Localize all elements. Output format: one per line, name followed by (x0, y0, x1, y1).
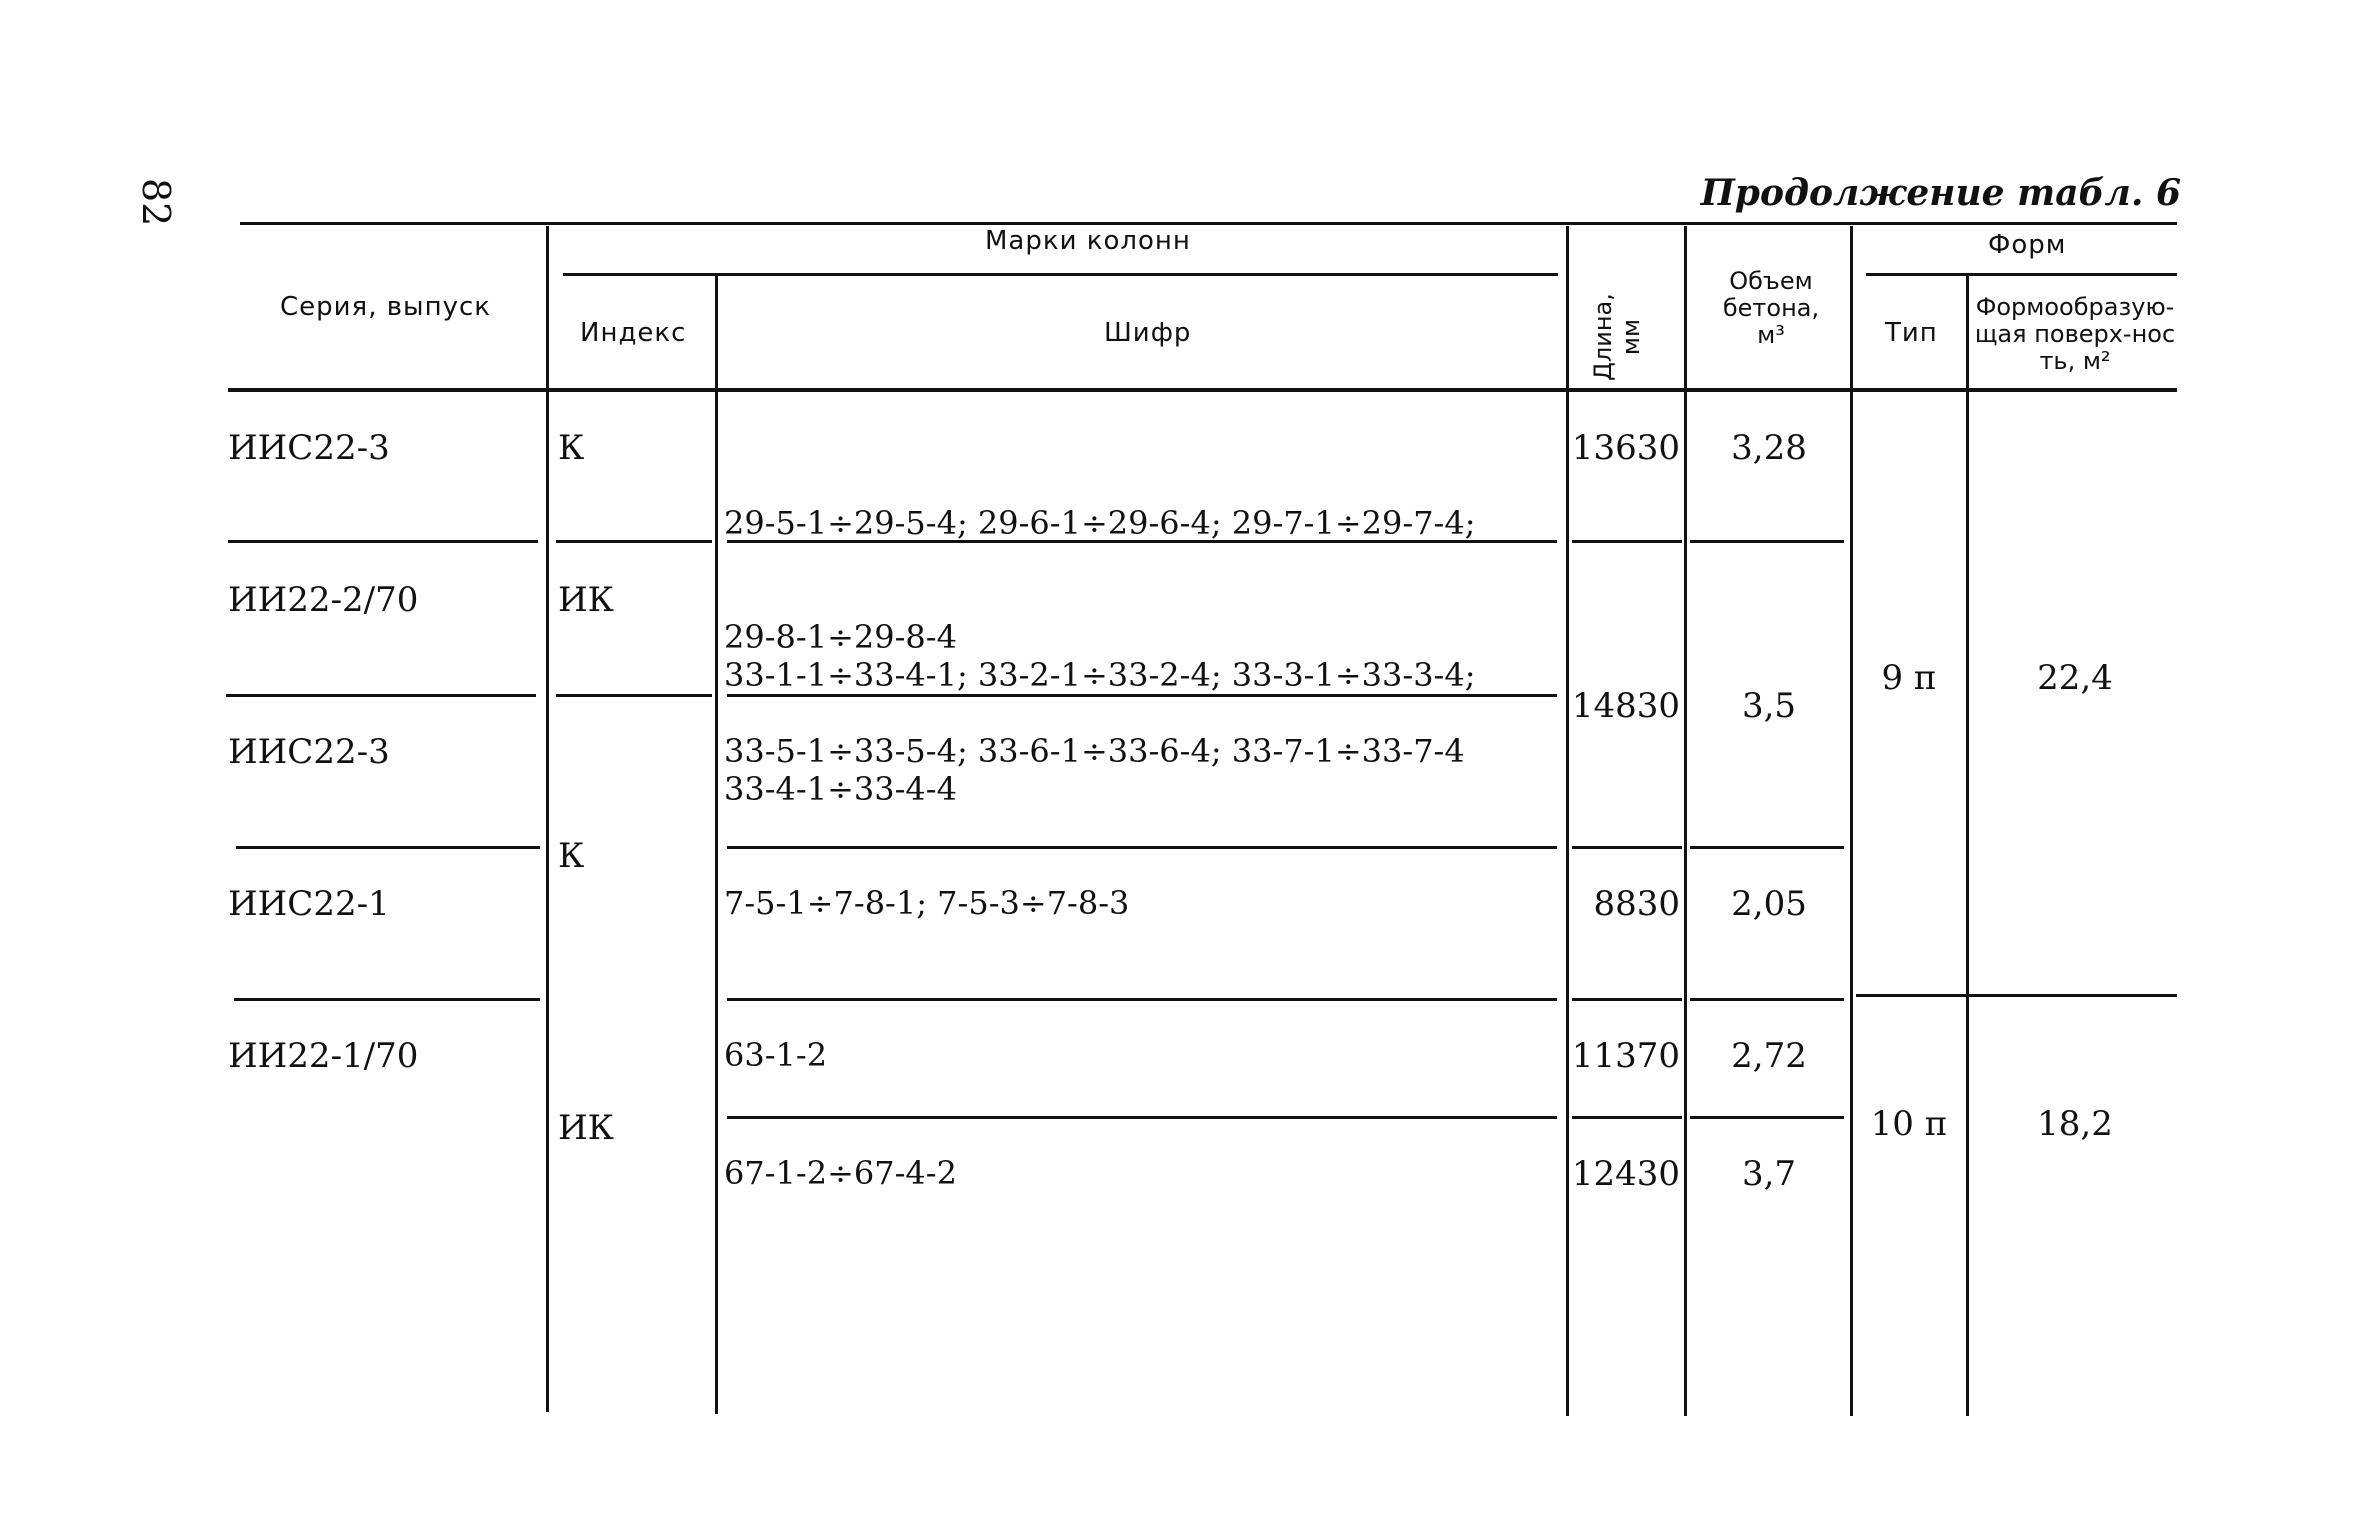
row-rule-3 (1572, 846, 1682, 849)
index-cell: ИК (558, 580, 614, 620)
cipher-cell: 63-1-2 (724, 1036, 828, 1074)
series-cell: ИИ22-1/70 (228, 1036, 419, 1076)
header-index: Индекс (580, 318, 687, 348)
series-cell: ИИС22-3 (228, 428, 390, 468)
row-rule-4 (1572, 998, 1682, 1001)
cipher-cell (724, 580, 1476, 846)
series-cell: ИИ22-2/70 (228, 580, 419, 620)
length-cell: 8830 (1593, 884, 1680, 924)
header-type: Тип (1885, 318, 1938, 348)
cipher-line: 29-5-1÷29-5-4; 29-6-1÷29-6-4; 29-7-1÷29-7-4; (724, 504, 1476, 542)
row-rule-4 (727, 998, 1557, 1001)
row-rule-5 (727, 1116, 1557, 1119)
marks-group-rule (563, 273, 1558, 276)
index-cell-merged: ИК (558, 1108, 614, 1148)
forms-group-rule (1866, 273, 2177, 276)
cipher-cell: 33-5-1÷33-5-4; 33-6-1÷33-6-4; 33-7-1÷33-7-4 (724, 732, 1465, 770)
series-cell: ИИС22-1 (228, 884, 390, 924)
header-length (1589, 275, 1659, 399)
volume-cell: 3,7 (1741, 1154, 1797, 1194)
cipher-line: 33-1-1÷33-4-1; 33-2-1÷33-2-4; 33-3-1÷33-3-4; (724, 656, 1476, 694)
row-rule-2 (226, 694, 536, 697)
row-rule-3 (1690, 846, 1844, 849)
surface-cell: 18,2 (2037, 1104, 2113, 1144)
volume-cell: 2,05 (1731, 884, 1807, 924)
header-length-text: Длина, мм (1589, 293, 1645, 381)
row-rule-1 (1572, 540, 1682, 543)
col-rule-type (1966, 273, 1969, 1416)
page-number: 82 (134, 178, 178, 227)
table-caption: Продолжение табл. 6 (1700, 172, 2181, 214)
index-cell-merged: К (558, 836, 585, 876)
volume-cell: 3,28 (1731, 428, 1807, 468)
row-rule-1 (1690, 540, 1844, 543)
cipher-cell: 7-5-1÷7-8-1; 7-5-3÷7-8-3 (724, 884, 1130, 922)
cipher-line: 29-8-1÷29-8-4 (724, 618, 957, 656)
top-rule (240, 222, 2177, 225)
cipher-line: 33-4-1÷33-4-4 (724, 770, 957, 808)
row-rule-3 (236, 846, 540, 849)
surface-cell: 22,4 (2037, 658, 2113, 698)
row-rule-5 (1690, 1116, 1844, 1119)
volume-cell: 3,5 (1741, 686, 1797, 726)
row-rule-3 (727, 846, 1557, 849)
row-rule-1 (556, 540, 712, 543)
volume-cell: 2,72 (1731, 1036, 1807, 1076)
header-forms-group: Форм (1988, 230, 2067, 260)
cipher-cell: 67-1-2÷67-4-2 (724, 1154, 957, 1192)
length-cell: 12430 (1571, 1154, 1680, 1194)
row-rule-2 (556, 694, 712, 697)
header-cipher: Шифр (1104, 318, 1192, 348)
series-cell: ИИС22-3 (228, 732, 390, 772)
col-rule-series (546, 226, 549, 1412)
header-marks-group: Марки колонн (985, 226, 1191, 256)
col-rule-cipher (1566, 226, 1569, 1416)
header-bottom-rule (228, 388, 2177, 392)
col-rule-index (715, 273, 718, 1414)
col-rule-volume (1850, 226, 1853, 1416)
header-surface: Формообразую-щая поверх-ность, м² (1974, 293, 2176, 375)
row-rule-1 (228, 540, 538, 543)
header-series: Серия, выпуск (280, 292, 491, 322)
length-cell: 14830 (1571, 686, 1680, 726)
length-cell: 11370 (1571, 1036, 1680, 1076)
form-type-cell: 9 п (1881, 658, 1937, 698)
row-rule-4 (1856, 994, 2177, 997)
header-volume: Объем бетона, м³ (1722, 267, 1820, 349)
form-type-cell: 10 п (1870, 1104, 1948, 1144)
length-cell: 13630 (1571, 428, 1680, 468)
row-rule-5 (1572, 1116, 1682, 1119)
index-cell: К (558, 428, 585, 468)
row-rule-4 (1690, 998, 1844, 1001)
row-rule-4 (234, 998, 540, 1001)
col-rule-length (1684, 226, 1687, 1416)
